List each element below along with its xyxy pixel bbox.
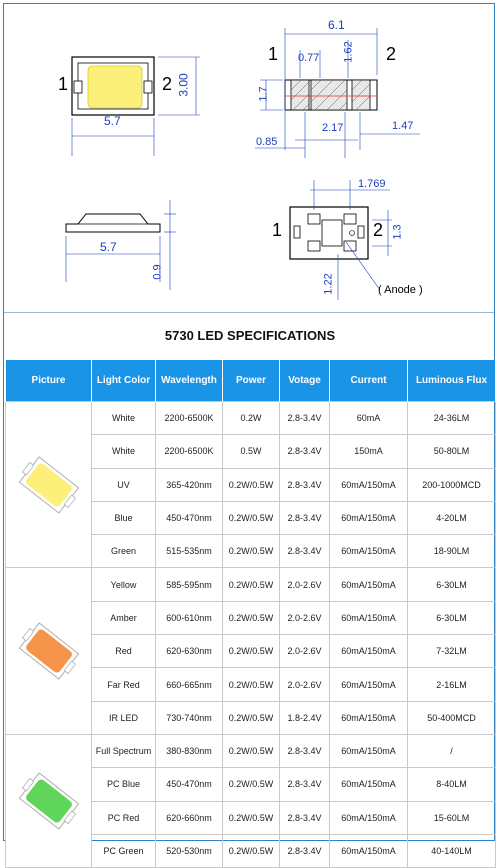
header-current: Current	[330, 360, 408, 402]
side-right-dim: 1.47	[392, 120, 414, 132]
cell-light-color: Amber	[92, 601, 156, 634]
cell-power: 0.2W/0.5W	[223, 468, 280, 501]
top-pin-2-label: 2	[162, 74, 173, 94]
cell-voltage: 2.8-3.4V	[280, 501, 330, 534]
cell-luminous-flux: 2-16LM	[408, 668, 496, 701]
cell-wavelength: 520-530nm	[156, 834, 223, 867]
table-row	[6, 402, 496, 435]
cell-power: 0.2W/0.5W	[223, 701, 280, 734]
cell-voltage: 2.0-2.6V	[280, 568, 330, 601]
header-picture: Picture	[6, 360, 92, 402]
led-green-image	[6, 734, 92, 867]
table-header-row	[6, 360, 496, 402]
cell-current: 60mA	[330, 402, 408, 435]
cell-voltage: 2.8-3.4V	[280, 435, 330, 468]
cell-light-color: UV	[92, 468, 156, 501]
cell-voltage: 2.8-3.4V	[280, 535, 330, 568]
cell-light-color: Green	[92, 535, 156, 568]
page-title: 5730 LED SPECIFICATIONS	[164, 328, 336, 343]
top-width-dim: 5.7	[104, 114, 121, 128]
cell-current: 60mA/150mA	[330, 535, 408, 568]
cell-current: 60mA/150mA	[330, 801, 408, 834]
cell-light-color: Blue	[92, 501, 156, 534]
profile-length-dim: 5.7	[100, 240, 117, 254]
cell-light-color: Red	[92, 635, 156, 668]
table-row	[6, 568, 496, 601]
cell-voltage: 2.8-3.4V	[280, 734, 330, 767]
top-height-dim: 3.00	[176, 73, 191, 97]
cell-light-color: PC Red	[92, 801, 156, 834]
cell-power: 0.2W/0.5W	[223, 601, 280, 634]
cell-luminous-flux: 200-1000MCD	[408, 468, 496, 501]
cell-power: 0.2W/0.5W	[223, 501, 280, 534]
table-row	[6, 734, 496, 767]
cell-wavelength: 2200-6500K	[156, 435, 223, 468]
cell-luminous-flux: 15-60LM	[408, 801, 496, 834]
cell-voltage: 1.8-2.4V	[280, 701, 330, 734]
cell-light-color: Yellow	[92, 568, 156, 601]
side-thickness-dim: 1.62	[342, 41, 355, 63]
side-pin-2-label: 2	[386, 44, 397, 64]
anode-label: ( Anode )	[378, 284, 423, 296]
cell-current: 60mA/150mA	[330, 834, 408, 867]
cell-wavelength: 365-420nm	[156, 468, 223, 501]
spec-table-body	[6, 402, 496, 868]
led-chip-icon	[7, 455, 90, 515]
cell-current: 60mA/150mA	[330, 568, 408, 601]
cell-wavelength: 2200-6500K	[156, 402, 223, 435]
cell-luminous-flux: 6-30LM	[408, 601, 496, 634]
cell-luminous-flux: 40-140LM	[408, 834, 496, 867]
header-wavelength: Wavelength	[156, 360, 223, 402]
cell-light-color: Far Red	[92, 668, 156, 701]
cell-voltage: 2.8-3.4V	[280, 801, 330, 834]
cell-light-color: PC Blue	[92, 768, 156, 801]
side-pad-dim: 0.77	[298, 52, 320, 64]
cell-power: 0.2W/0.5W	[223, 768, 280, 801]
cell-wavelength: 730-740nm	[156, 701, 223, 734]
led-chip-icon	[7, 621, 90, 681]
bottom-pin-2-label: 2	[373, 220, 384, 240]
cell-light-color: IR LED	[92, 701, 156, 734]
profile-height-dim: 0.9	[151, 264, 164, 280]
cell-current: 60mA/150mA	[330, 601, 408, 634]
section-divider	[4, 312, 494, 313]
cell-voltage: 2.0-2.6V	[280, 601, 330, 634]
cell-power: 0.5W	[223, 435, 280, 468]
cell-luminous-flux: 50-400MCD	[408, 701, 496, 734]
header-luminous-flux: Luminous Flux	[408, 360, 496, 402]
cell-wavelength: 450-470nm	[156, 768, 223, 801]
cell-light-color: White	[92, 402, 156, 435]
cell-voltage: 2.8-3.4V	[280, 834, 330, 867]
cell-voltage: 2.8-3.4V	[280, 768, 330, 801]
cell-luminous-flux: 24-36LM	[408, 402, 496, 435]
cell-current: 60mA/150mA	[330, 701, 408, 734]
cell-wavelength: 380-830nm	[156, 734, 223, 767]
header-voltage: Votage	[280, 360, 330, 402]
cell-luminous-flux: 50-80LM	[408, 435, 496, 468]
cell-current: 150mA	[330, 435, 408, 468]
cell-current: 60mA/150mA	[330, 468, 408, 501]
cell-light-color: Full Spectrum	[92, 734, 156, 767]
cell-light-color: PC Green	[92, 834, 156, 867]
cell-wavelength: 660-665nm	[156, 668, 223, 701]
cell-current: 60mA/150mA	[330, 635, 408, 668]
bottom-width-dim: 1.769	[358, 178, 386, 190]
spec-table	[5, 360, 496, 868]
cell-luminous-flux: 6-30LM	[408, 568, 496, 601]
top-pin-1-label: 1	[58, 74, 69, 94]
header-power: Power	[223, 360, 280, 402]
technical-drawing	[0, 0, 500, 312]
top-view	[72, 57, 200, 156]
cell-power: 0.2W/0.5W	[223, 734, 280, 767]
side-total-dim: 6.1	[328, 18, 345, 32]
cell-luminous-flux: /	[408, 734, 496, 767]
cell-voltage: 2.8-3.4V	[280, 402, 330, 435]
led-white-image	[6, 402, 92, 568]
side-left-height-dim: 1.7	[257, 86, 270, 102]
side-pin-1-label: 1	[268, 44, 279, 64]
cell-voltage: 2.0-2.6V	[280, 668, 330, 701]
cell-power: 0.2W	[223, 402, 280, 435]
cell-luminous-flux: 8-40LM	[408, 768, 496, 801]
cell-power: 0.2W/0.5W	[223, 834, 280, 867]
side-offset-dim: 0.85	[256, 136, 278, 148]
cell-luminous-flux: 18-90LM	[408, 535, 496, 568]
cell-power: 0.2W/0.5W	[223, 801, 280, 834]
bottom-lead-dim: 1.22	[322, 273, 335, 295]
cell-current: 60mA/150mA	[330, 501, 408, 534]
cell-voltage: 2.8-3.4V	[280, 468, 330, 501]
led-amber-image	[6, 568, 92, 734]
led-chip-icon	[7, 771, 90, 831]
cell-power: 0.2W/0.5W	[223, 668, 280, 701]
header-light-color: Light Color	[92, 360, 156, 402]
cell-current: 60mA/150mA	[330, 734, 408, 767]
cell-power: 0.2W/0.5W	[223, 568, 280, 601]
cell-wavelength: 600-610nm	[156, 601, 223, 634]
cell-wavelength: 585-595nm	[156, 568, 223, 601]
bottom-pin-1-label: 1	[272, 220, 283, 240]
cell-wavelength: 450-470nm	[156, 501, 223, 534]
cell-power: 0.2W/0.5W	[223, 535, 280, 568]
cell-luminous-flux: 7-32LM	[408, 635, 496, 668]
cell-current: 60mA/150mA	[330, 768, 408, 801]
cell-power: 0.2W/0.5W	[223, 635, 280, 668]
cell-voltage: 2.0-2.6V	[280, 635, 330, 668]
cell-wavelength: 515-535nm	[156, 535, 223, 568]
cell-wavelength: 620-630nm	[156, 635, 223, 668]
side-gap-dim: 2.17	[322, 122, 344, 134]
cell-wavelength: 620-660nm	[156, 801, 223, 834]
cell-current: 60mA/150mA	[330, 668, 408, 701]
cell-luminous-flux: 4-20LM	[408, 501, 496, 534]
cell-light-color: White	[92, 435, 156, 468]
bottom-height-dim: 1.3	[391, 224, 404, 240]
